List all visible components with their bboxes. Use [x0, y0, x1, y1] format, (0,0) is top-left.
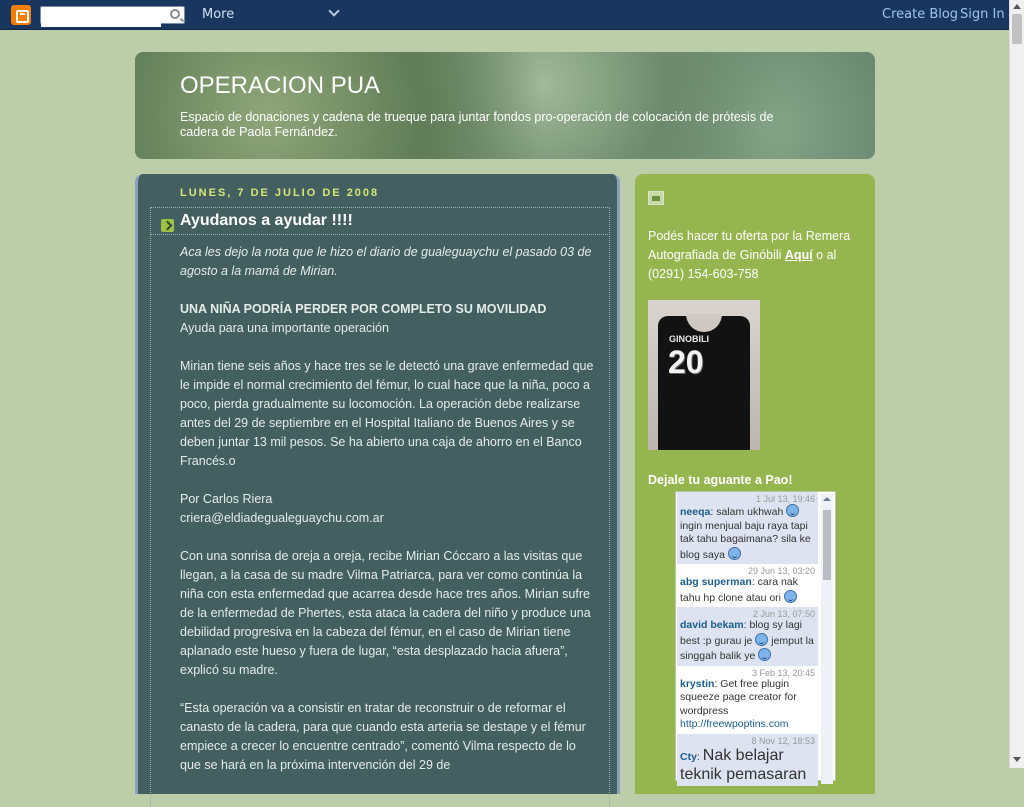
- post-arrow-icon: [161, 219, 174, 232]
- more-menu-label[interactable]: More: [202, 7, 235, 22]
- shout-message: [677, 492, 818, 564]
- shout-user[interactable]: david bekam: [680, 619, 744, 631]
- shout-user[interactable]: neeqa: [680, 506, 711, 518]
- create-blog-link[interactable]: Create Blog: [882, 7, 959, 22]
- shout-user[interactable]: Cty: [680, 750, 697, 763]
- post-title[interactable]: Ayudanos a ayudar !!!!: [180, 212, 353, 229]
- offer-text-before: Podés hacer tu oferta por la Remera Autografiada de Ginóbili: [648, 229, 851, 262]
- blog-header: [135, 52, 875, 159]
- smiley-icon: [755, 633, 768, 646]
- post-paragraph-1: Mirian tiene seis años y hace tres se le detectó una grave enfermedad que le impide el normal crecimiento del fémur, lo cual hace que la niña, poco a poco, pierda gradualmente su locomoción. La operación debe realizarse antes del 29 de septiembre en el Hospital Italiano de Buenos Aires y se deben juntar 13 mil pesos. Se ha abierto una caja de ahorro en el Banco Francés.o: [180, 359, 594, 468]
- post-author-block: [180, 490, 598, 528]
- broken-image-icon: [648, 191, 664, 205]
- shout-time: 8 Nov 12, 18:53: [751, 735, 815, 746]
- shoutbox-title: Dejale tu aguante a Pao!: [648, 473, 793, 487]
- post-headline: UNA NIÑA PODRÍA PERDER POR COMPLETO SU MOVILIDAD: [180, 302, 547, 316]
- shout-text-large: Nak belajar teknik pemasaran: [680, 746, 807, 783]
- post-date: LUNES, 7 DE JULIO DE 2008: [180, 187, 380, 199]
- shout-message: [677, 734, 818, 786]
- jersey-photo[interactable]: [648, 300, 760, 450]
- search-box[interactable]: [40, 6, 185, 24]
- shout-time: 3 Feb 13, 20:45: [751, 667, 815, 678]
- offer-link[interactable]: Aquí: [784, 248, 813, 262]
- shout-time: 2 Jun 13, 07:50: [752, 609, 815, 619]
- post-subheadline: Ayuda para una importante operación: [180, 321, 389, 335]
- jersey-number: 20: [668, 344, 704, 380]
- main-column: [135, 174, 620, 794]
- blogger-navbar: [0, 0, 1009, 30]
- jersey-name: GINOBILI: [669, 334, 709, 344]
- shout-text: ingin menjual baju raya tapi tak tahu bagaimana? sila ke blog saya: [680, 519, 811, 561]
- shoutbox-scroll-up-icon[interactable]: [823, 497, 831, 501]
- shoutbox[interactable]: [675, 491, 836, 781]
- shout-text: : Get free plugin squeeze page creator for wordpress: [680, 677, 797, 717]
- blog-title[interactable]: OPERACION PUA: [180, 72, 381, 99]
- shoutbox-scroll-thumb[interactable]: [823, 510, 831, 580]
- post-body: [180, 243, 598, 794]
- chevron-down-icon[interactable]: [328, 5, 339, 16]
- scrollbar-thumb[interactable]: [1012, 14, 1022, 44]
- shout-text: :: [696, 750, 703, 763]
- shout-text: : cara nak tahu hp clone atau ori: [680, 576, 798, 604]
- shout-message: [677, 607, 818, 666]
- smiley-icon: [784, 590, 797, 603]
- shout-message: [677, 666, 818, 734]
- shout-text: : salam ukhwah: [710, 506, 787, 518]
- jersey-offer-text: [648, 227, 870, 284]
- search-input[interactable]: [41, 11, 161, 27]
- scroll-down-arrow-icon[interactable]: [1013, 757, 1021, 762]
- post-author: Por Carlos Riera: [180, 492, 273, 506]
- post-paragraph-3: “Esta operación va a consistir en tratar de reconstruir o de reformar el canasto de la cadera, para que cuando esta arteria se destape y el fémur empiece a crecer lo encuentre centrado”, comentó Vilma respecto de lo que se hará en la próxima intervención del 29 de: [180, 701, 586, 772]
- blog-description: Espacio de donaciones y cadena de trueque para juntar fondos pro-operación de colocación de prótesis de cadera de Paola Fernández.: [180, 110, 774, 139]
- post-intro: Aca les dejo la nota que le hizo el diario de gualeguaychu el pasado 03 de agosto a la mamá de Mirian.: [180, 245, 592, 278]
- blogger-logo-icon[interactable]: [11, 5, 31, 25]
- post-paragraph-2: Con una sonrisa de oreja a oreja, recibe Mirian Cóccaro a las visitas que llegan, a la casa de su madre Vilma Patriarca, para ver como continúa la niña con esta enfermedad que acarrea desde hace tres años. Mirian sufre de la enfermedad de Phertes, esta ataca la cadera del niño y produce una debilidad progresiva en la cabeza del fémur, en el caso de Mirian tiene aplanado este hueso y fuera de lugar, “esta desplazado hacia afuera”, explicó su madre.: [180, 549, 591, 677]
- smiley-icon: [758, 648, 771, 661]
- smiley-icon: [786, 504, 799, 517]
- post-author-email: criera@eldiadegualeguaychu.com.ar: [180, 511, 384, 525]
- offer-text-after: o al (0291) 154-603-758: [648, 248, 837, 281]
- shout-text: : blog sy lagi best :p gurau je: [680, 619, 802, 647]
- shout-user[interactable]: krystin: [680, 677, 715, 690]
- scroll-up-arrow-icon[interactable]: [1013, 4, 1021, 9]
- page-scrollbar[interactable]: [1009, 0, 1024, 768]
- shout-link[interactable]: http://freewpoptins.com: [680, 718, 789, 730]
- shout-time: 29 Jun 13, 03:20: [747, 566, 815, 576]
- search-icon[interactable]: [170, 9, 180, 19]
- shout-user[interactable]: abg superman: [680, 576, 752, 588]
- shout-text: jemput la singgah balik ye: [680, 634, 814, 662]
- shout-message: [677, 564, 818, 607]
- post-headline-block: [180, 300, 598, 338]
- shout-time: 1 Jul 13, 19:46: [755, 494, 815, 504]
- shoutbox-scrollbar[interactable]: [821, 494, 833, 784]
- smiley-icon: [728, 547, 741, 560]
- sign-in-link[interactable]: Sign In: [960, 7, 1005, 22]
